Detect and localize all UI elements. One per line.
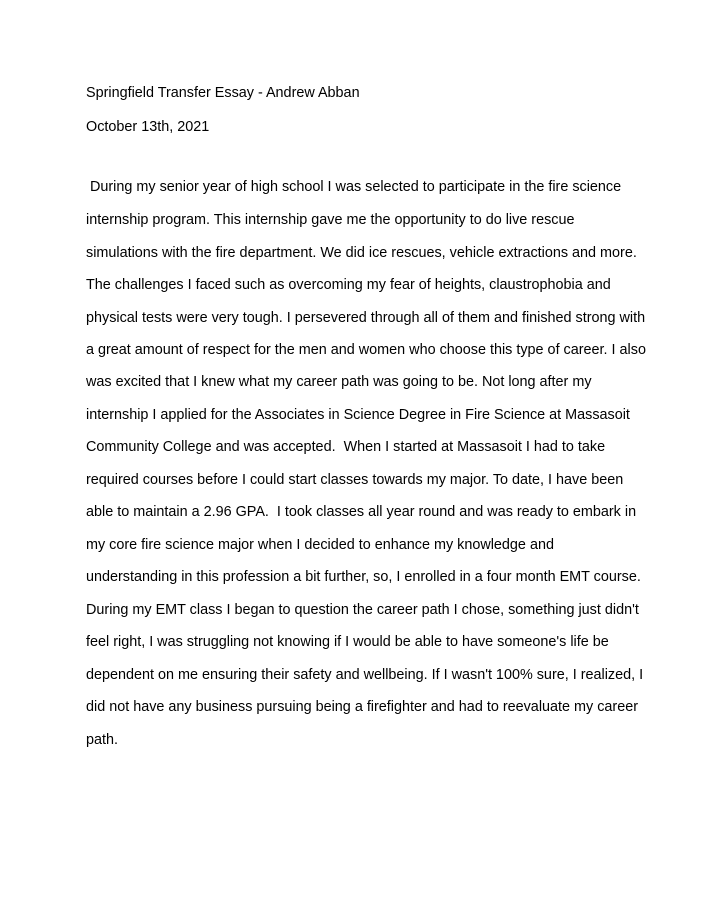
body-line: feel right, I was struggling not knowing if I would be able to have someone's life be: [86, 634, 609, 650]
body-line: required courses before I could start classes towards my major. To date, I have been: [86, 472, 624, 488]
body-line: During my senior year of high school I was selected to participate in the fire science: [86, 179, 622, 195]
body-line: did not have any business pursuing being a firefighter and had to reevaluate my career: [86, 699, 638, 715]
body-line: was excited that I knew what my career path was going to be. Not long after my: [86, 374, 592, 390]
body-line: able to maintain a 2.96 GPA. I took classes all year round and was ready to embark in: [86, 504, 637, 520]
body-line: dependent on me ensuring their safety and wellbeing. If I wasn't 100% sure, I realized, I: [86, 667, 644, 683]
body-line: understanding in this profession a bit further, so, I enrolled in a four month EMT course.: [86, 569, 641, 585]
body-line: simulations with the fire department. We did ice rescues, vehicle extractions and more.: [86, 245, 637, 261]
body-line: internship I applied for the Associates in Science Degree in Fire Science at Massasoit: [86, 407, 630, 423]
body-line: path.: [86, 732, 119, 748]
body-line: The challenges I faced such as overcoming my fear of heights, claustrophobia and: [86, 277, 611, 293]
body-line: physical tests were very tough. I persevered through all of them and finished strong with: [86, 310, 646, 326]
body-line: internship program. This internship gave me the opportunity to do live rescue: [86, 212, 575, 228]
document-date: October 13th, 2021: [86, 119, 210, 135]
body-line: Community College and was accepted. When I started at Massasoit I had to take: [86, 439, 606, 455]
body-line: During my EMT class I began to question the career path I chose, something just didn't: [86, 602, 639, 618]
body-line: my core fire science major when I decided to enhance my knowledge and: [86, 537, 554, 553]
document-title: Springfield Transfer Essay - Andrew Abban: [86, 85, 360, 101]
body-line: a great amount of respect for the men and women who choose this type of career. I also: [86, 342, 646, 358]
